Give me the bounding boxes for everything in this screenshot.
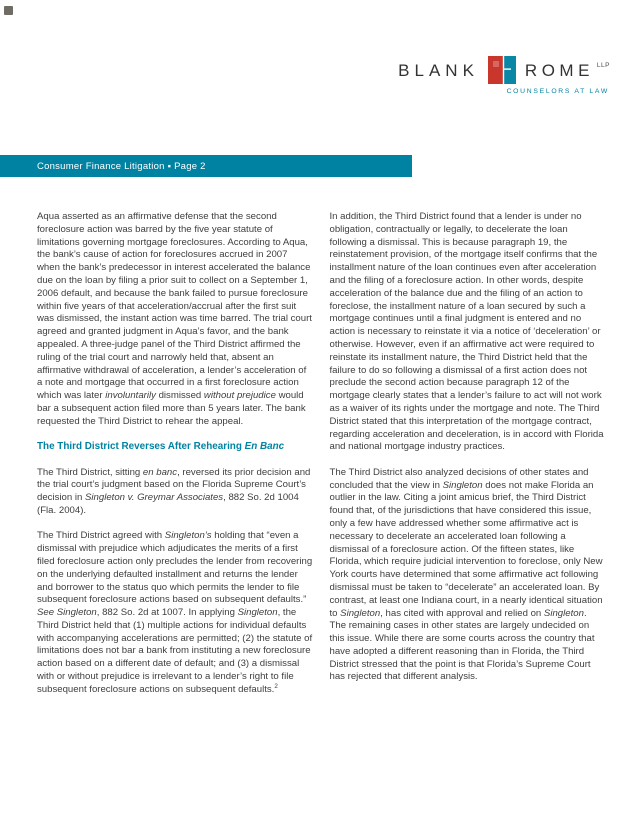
right-column <box>330 211 606 697</box>
blank-rome-square-icon <box>488 56 516 84</box>
body-paragraph: The Third District also analyzed decisions of other states and concluded that the view in Singleton does not make Florida an outlier in the law. Citing a joint amicus brief, the Third District found that, of the jurisdictions that have considered this issue, only a few have addressed whether some affirmative act is necessary to decelerate an accelerated loan following a dismissal of a foreclosure action. Of the fifteen states, like Florida, which require judicial intervention to foreclose, only New York courts have determined that some affirmative act following dismissal must be taken to “decelerate” an accelerated loan. By contrast, at least one Indiana court, in a nearly identical situation to Singleton, has cited with approval and relied on Singleton. The remaining cases in other states are largely undecided on this issue. While there are some courts across the country that have adopted a different reasoning than in Florida, the Third District stressed that the point is that Florida’s Supreme Court has rejected that different analysis. <box>329 466 603 683</box>
body-paragraph: Aqua asserted as an affirmative defense that the second foreclosure action was barred by the five year statute of limitations governing mortgage foreclosures. According to Aqua, the bank’s cause of action for foreclosures accrued in 2007 when the bank’s predecessor in interest accelerated the balance due on the loan by filing a prior suit to collect on a September 1, 2006 default, and because the bank failed to pursue foreclosure within five years of that acceleration/accrual after the first suit was dismissed, the instant action was time barred. The trial court agreed and granted judgment in Aqua’s favor, and the bank appealed. A three-judge panel of the Third District affirmed the ruling of the trial court and narrowly held that, absent an affirmative withdrawal of acceleration, a lender’s acceleration of a note and mortgage that occurred in a first foreclosure action which was later involuntarily dismissed without prejudice would bar a subsequent action filed more than 5 years later. The bank requested the Third District to rehear the appeal. <box>37 211 312 427</box>
section-header-bar <box>0 155 412 177</box>
corner-artifact <box>4 6 13 15</box>
blank-rome-logo <box>398 56 610 95</box>
logo-text-llp: LLP <box>596 61 610 69</box>
section-header-text: Consumer Finance Litigation ▪ Page 2 <box>37 160 206 172</box>
logo-text-blank: BLANK <box>398 60 479 80</box>
body-paragraph: The Third District, sitting en banc, reversed its prior decision and the trial court’s judgment based on the Florida Supreme Court’s decision in Singleton v. Greymar Associates, 882 So. 2d 1004 (Fla. 2004). <box>37 466 311 516</box>
logo-row <box>398 56 610 84</box>
logo-text-rome: ROME <box>524 60 594 80</box>
left-column <box>37 211 313 697</box>
body-paragraph: In addition, the Third District found that a lender is under no obligation, contractually or legally, to decelerate the loan following a dismissal. This is because paragraph 19, the reinstatement provision, of the mortgage itself confirms that the installment nature of the loan continues even after acceleration and the filing of a foreclosure action. In other words, despite acceleration of the balance due and the filing of an action to foreclose, the installment nature of a loan secured by such a mortgage continues until a final judgment is entered and no action is necessary to reinstate it via a notice of ‘deceleration’ or otherwise. However, even if an affirmative act were required to reinstate its installment nature, the Third District held that the failure to do so following a dismissal of a first action does not preclude the second action because paragraph 12 of the mortgage clearly states that a lender’s failure to act will not work as a waiver of its rights under the mortgage and note. The Third District stated that this interpretation of the mortgage contract, regarding acceleration and deceleration, is in accord with Florida and national mortgage industry practices. <box>329 211 604 453</box>
logo-tagline: COUNSELORS AT LAW <box>506 88 609 95</box>
two-column-body <box>37 211 605 697</box>
body-paragraph: The Third District agreed with Singleton’s holding that “even a dismissal with prejudice which adjudicates the merits of a first filed foreclosure action only precludes the lender from recovering on the underlying defaulted installment and returns the lender and borrower to the status quo which permits the lender to file subsequent foreclosure actions based on subsequent defaults.” See Singleton, 882 So. 2d at 1007. In applying Singleton, the Third District held that (1) multiple actions for individual defaults with accompanying accelerations are permitted; (2) the statute of limitations does not bar a bank from instituting a new foreclosure action based on a different date of default; and (3) a dismissal with or without prejudice is irrelevant to a lender’s right to file subsequent foreclosure actions on subsequent defaults.$^2$ <box>37 530 313 695</box>
section-heading: The Third District Reverses After Rehearing En Banc <box>37 441 285 453</box>
